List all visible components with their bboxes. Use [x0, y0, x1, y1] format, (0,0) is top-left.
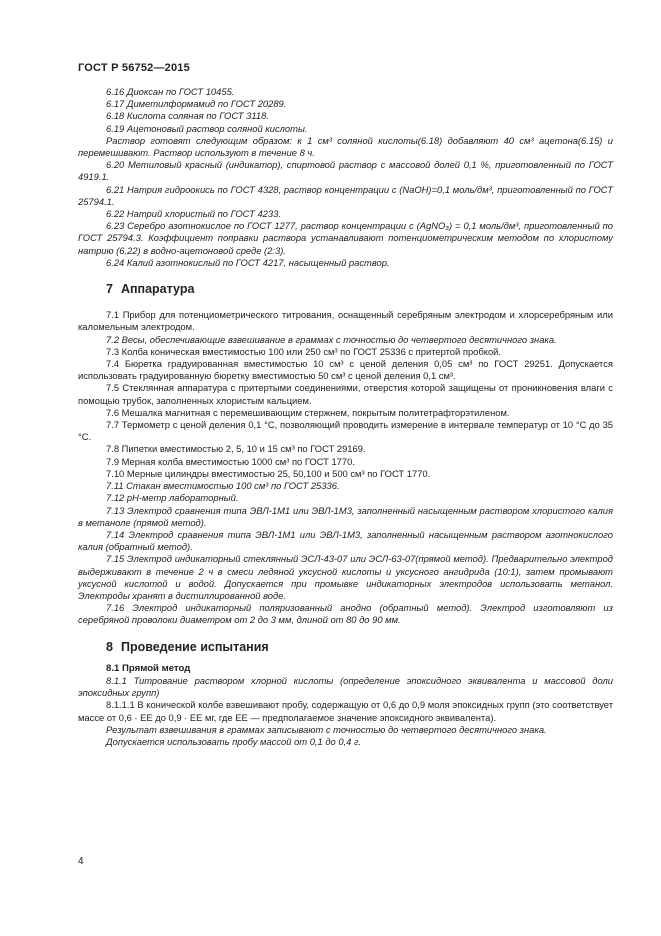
- paragraph: 7.15 Электрод индикаторный стеклянный ЭСЛ-43-07 или ЭСЛ-63-07(прямой метод). Предварительно электрод выдерживают в течение 2 ч в смеси ледяной уксусной кислоты и уксусного ангидрида (10:1), затем промывают уксусной кислотой и водой. Допускается при промывке индикаторных электродов использовать метанол. Электроды хранят в дистиллированной воде.: [78, 553, 613, 601]
- paragraph: 7.5 Стеклянная аппаратура с притертыми соединениями, отверстия которой защищены от проникновения влаги с помощью трубок, заполненных хлористым кальцием.: [78, 382, 613, 406]
- document-header: ГОСТ Р 56752—2015: [78, 62, 190, 74]
- paragraph: 7.8 Пипетки вместимостью 2, 5, 10 и 15 см³ по ГОСТ 29169.: [106, 443, 366, 455]
- section-7-number: 7: [106, 282, 113, 297]
- paragraph: 7.1 Прибор для потенциометрического титрования, оснащенный серебряным электродом и хлорсеребряным или каломельным электродом.: [78, 309, 613, 333]
- paragraph: 6.16 Диоксан по ГОСТ 10455.: [106, 86, 235, 97]
- paragraph: 8.1.1.1 В конической колбе взвешивают пробу, содержащую от 0,6 до 0,9 моля эпоксидных групп (это соответствует массе от 0,6 · ЕЕ до 0,9 · ЕЕ мг, где ЕЕ — предполагаемое значение эпоксидного эквивалента).: [78, 699, 613, 723]
- paragraph: 7.2 Весы, обеспечивающие взвешивание в граммах с точностью до четвертого десятичного знака.: [106, 333, 557, 345]
- paragraph: 7.10 Мерные цилиндры вместимостью 25, 50,100 и 500 см³ по ГОСТ 1770.: [106, 467, 431, 479]
- paragraph: 7.7 Термометр с ценой деления 0,1 °С, позволяющий проводить измерение в интервале температур от 10 °С до 35 °С.: [78, 419, 613, 443]
- paragraph: 8.1.1 Титрование раствором хлорной кислоты (определение эпоксидного эквивалента и массовой доли эпоксидных групп): [78, 674, 613, 699]
- section-7-title: Аппаратура: [120, 282, 195, 297]
- paragraph: 7.12 pH-метр лабораторный.: [106, 492, 239, 504]
- reagents-list: [78, 86, 613, 269]
- paragraph: 7.13 Электрод сравнения типа ЭВЛ-1М1 или ЭВЛ-1М3, заполненный насыщенным раствором хлористого калия в метаноле (прямой метод).: [78, 504, 613, 528]
- paragraph: 7.9 Мерная колба вместимостью 1000 см³ по ГОСТ 1770.: [106, 455, 355, 467]
- paragraph: 6.23 Серебро азотнокислое по ГОСТ 1277, раствор концентрации с (AgNO₃) = 0,1 моль/дм³, приготовленный по ГОСТ 25794.3. Коэффициент поправки раствора устанавливают потенциометрическим методом по хлористому натрию (6.22) в водно-ацетоновой среде (2:3).: [78, 220, 613, 256]
- paragraph: Допускается использовать пробу массой от 0,1 до 0,4 г.: [106, 735, 362, 747]
- subsection-8-1-title: 8.1 Прямой метод: [106, 662, 191, 674]
- document-body: [78, 86, 613, 748]
- page-number: 4: [78, 856, 84, 867]
- paragraph: 6.17 Диметилформамид по ГОСТ 20289.: [106, 98, 287, 110]
- paragraph: 7.11 Стакан вместимостью 100 см³ по ГОСТ 25336.: [106, 480, 340, 492]
- paragraph: 7.3 Колба коническая вместимостью 100 или 250 см³ по ГОСТ 25336 с притертой пробкой.: [106, 345, 501, 357]
- section-8-heading: [106, 641, 613, 653]
- section-7-items: [78, 309, 613, 626]
- paragraph: 6.20 Метиловый красный (индикатор), спиртовой раствор с массовой долей 0,1 %, приготовленный по ГОСТ 4919.1.: [78, 159, 613, 183]
- paragraph: 6.21 Натрия гидроокись по ГОСТ 4328, раствор концентрации с (NaOH)=0,1 моль/дм³, приготовленный по ГОСТ 25794.1.: [78, 183, 613, 207]
- section-8-title: Проведение испытания: [120, 639, 269, 654]
- paragraph: 6.24 Калий азотнокислый по ГОСТ 4217, насыщенный раствор.: [106, 256, 390, 268]
- section-7-heading: [106, 283, 613, 295]
- paragraph: 7.4 Бюретка градуированная вместимостью 10 см³ с ценой деления 0,05 см³ по ГОСТ 29251. Допускается использовать градуированную бюретку вместимостью 50 см³ с ценой деления 0,1 см³.: [78, 358, 613, 382]
- section-8-items: [78, 675, 613, 748]
- paragraph: 7.14 Электрод сравнения типа ЭВЛ-1М1 или ЭВЛ-1М3, заполненный насыщенным раствором азотнокислого калия (обратный метод).: [78, 528, 613, 553]
- paragraph: Раствор готовят следующим образом: к 1 см³ соляной кислоты(6.18) добавляют 40 см³ ацетона(6.15) и перемешивают. Раствор используют в течение 8 ч.: [78, 134, 613, 159]
- section-8-number: 8: [106, 639, 113, 654]
- paragraph: 6.19 Ацетоновый раствор соляной кислоты.: [106, 122, 308, 134]
- paragraph: Результат взвешивания в граммах записывают с точностью до четвертого десятичного знака.: [106, 723, 547, 735]
- paragraph: 7.16 Электрод индикаторный поляризованный анодно (обратный метод). Электрод изготовляют из серебряной проволоки диаметром от 2 до 3 мм, длиной от 80 до 90 мм.: [78, 602, 613, 626]
- paragraph: 6.18 Кислота соляная по ГОСТ 3118.: [106, 110, 269, 122]
- paragraph: 6.22 Натрий хлористый по ГОСТ 4233.: [106, 208, 281, 220]
- paragraph: 7.6 Мешалка магнитная с перемешивающим стержнем, покрытым политетрафторэтиленом.: [106, 406, 510, 418]
